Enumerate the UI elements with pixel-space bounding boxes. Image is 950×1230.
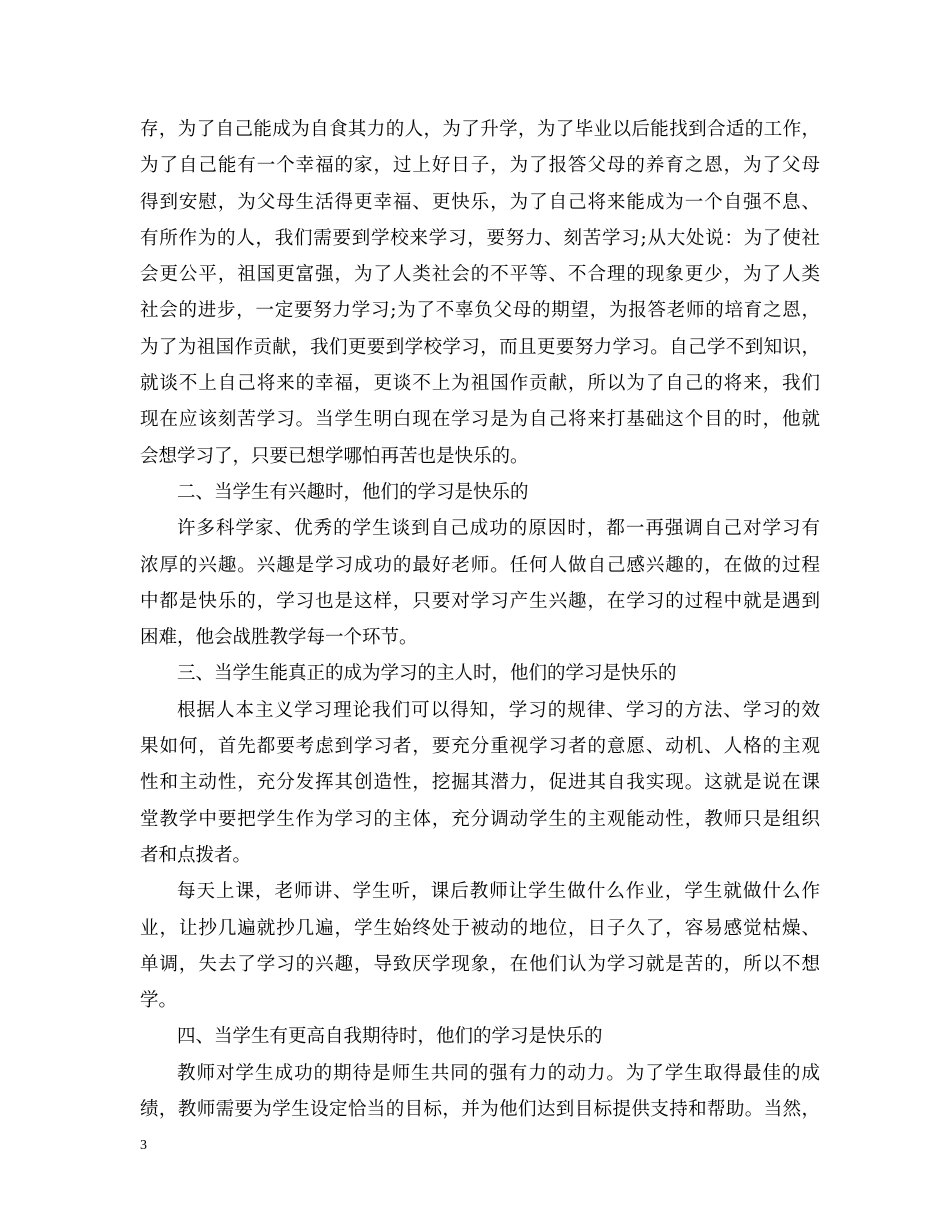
text-line: 浓厚的兴趣。兴趣是学习成功的最好老师。任何人做自己感兴趣的，在做的过程 [140, 554, 820, 576]
text-line: 社会的进步，一定要努力学习;为了不辜负父母的期望，为报答老师的培育之恩， [140, 300, 820, 322]
text-line: 性和主动性，充分发挥其创造性，挖掘其潜力，促进其自我实现。这就是说在课 [140, 772, 820, 794]
page-number: 3 [140, 1138, 147, 1153]
text-line: 得到安慰，为父母生活得更幸福、更快乐，为了自己将来能成为一个自强不息、 [140, 191, 820, 213]
text-line: 为了自己能有一个幸福的家，过上好日子，为了报答父母的养育之恩，为了父母 [140, 155, 820, 177]
text-line: 有所作为的人，我们需要到学校来学习，要努力、刻苦学习;从大处说：为了使社 [140, 227, 820, 249]
paragraph-first-line: 教师对学生成功的期待是师生共同的强有力的动力。为了学生取得最佳的成 [177, 1062, 820, 1084]
paragraph-first-line: 许多科学家、优秀的学生谈到自己成功的原因时，都一再强调自己对学习有 [177, 518, 820, 540]
paragraph-last-line: 困难，他会战胜教学每一个环节。 [140, 627, 418, 649]
text-line: 现在应该刻苦学习。当学生明白现在学习是为自己将来打基础这个目的时，他就 [140, 409, 820, 431]
paragraph-first-line: 根据人本主义学习理论我们可以得知，学习的规律、学习的方法、学习的效 [177, 699, 820, 721]
text-line: 单调，失去了学习的兴趣，导致厌学现象，在他们认为学习就是苦的，所以不想 [140, 953, 820, 975]
text-line: 果如何，首先都要考虑到学习者，要充分重视学习者的意愿、动机、人格的主观 [140, 736, 820, 758]
text-line: 业，让抄几遍就抄几遍，学生始终处于被动的地位，日子久了，容易感觉枯燥、 [140, 917, 820, 939]
paragraph-last-line: 会想学习了，只要已想学哪怕再苦也是快乐的。 [140, 445, 529, 467]
text-line: 存，为了自己能成为自食其力的人，为了升学，为了毕业以后能找到合适的工作， [140, 119, 820, 140]
paragraph-last-line: 者和点拨者。 [140, 844, 252, 866]
text-line: 绩，教师需要为学生设定恰当的目标，并为他们达到目标提供支持和帮助。当然， [140, 1099, 820, 1121]
section-heading: 三、当学生能真正的成为学习的主人时，他们的学习是快乐的 [177, 663, 677, 685]
paragraph-first-line: 每天上课，老师讲、学生听，课后教师让学生做什么作业，学生就做什么作 [177, 881, 820, 903]
text-line: 中都是快乐的，学习也是这样，只要对学习产生兴趣，在学习的过程中就是遇到 [140, 590, 820, 612]
paragraph-last-line: 学。 [140, 990, 178, 1012]
body-text [140, 112, 820, 1128]
section-heading: 二、当学生有兴趣时，他们的学习是快乐的 [177, 481, 529, 503]
section-heading: 四、当学生有更高自我期待时，他们的学习是快乐的 [177, 1026, 603, 1048]
text-line: 就谈不上自己将来的幸福，更谈不上为祖国作贡献，所以为了自己的将来，我们 [140, 373, 820, 395]
text-line: 为了为祖国作贡献，我们更要到学校学习，而且更要努力学习。自己学不到知识， [140, 336, 820, 358]
text-line: 堂教学中要把学生作为学习的主体，充分调动学生的主观能动性，教师只是组织 [140, 808, 820, 830]
text-line: 会更公平，祖国更富强，为了人类社会的不平等、不合理的现象更少，为了人类 [140, 264, 820, 286]
